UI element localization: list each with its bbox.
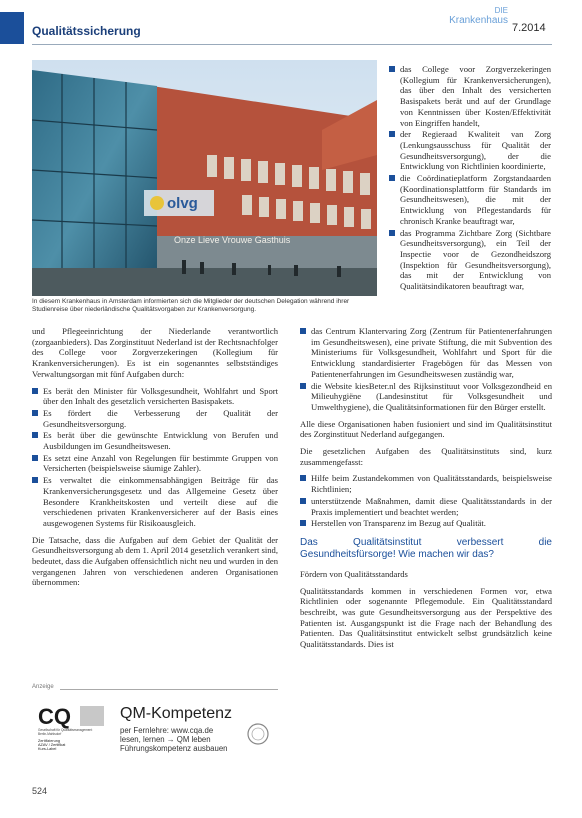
list-item: Es verwaltet die einkommensabhängigen Beiträge für das Krankenversicherungsgesetz und das Allgemeine Gesetz über Besondere Krankheitskosten und verteilt diese auf die verschiedenen privaten Krankenversicherer auf der Basis eines ausgewogenen Systems für Risikoausgleich. bbox=[32, 475, 278, 529]
bullet-square-icon bbox=[389, 175, 395, 181]
list-item: Es berät über die gewünschte Entwicklung von Berufen und Ausbildungen im Gesundheitswesen. bbox=[32, 430, 278, 451]
advertisement[interactable] bbox=[32, 700, 278, 756]
organisation-list-top bbox=[389, 64, 551, 292]
bullet-square-icon bbox=[389, 230, 395, 236]
sign-logo: olvg bbox=[167, 195, 198, 212]
list-item: das Centrum Klantervaring Zorg (Zentrum für Patientenerfahrungen im Gesundheitswesen), eine private Stiftung, die mit Subvention des Ministeriums für Volksgesundheit, Wohlfahrt und Sport für die Entwicklung standardisierter Fragebögen für das Messen von Patientenerfahrungen im Gesundheitswesen zuständig war, bbox=[300, 326, 552, 380]
hospital-photo-illustration bbox=[32, 60, 377, 296]
page-header bbox=[0, 0, 582, 44]
hospital-photo bbox=[32, 60, 377, 296]
bullet-square-icon bbox=[300, 383, 306, 389]
cert-line-2: AZAV / Zertifikat bbox=[38, 743, 66, 747]
subsection-lead: Fördern von Qualitätsstandards bbox=[300, 568, 408, 579]
brand-line-2: Krankenhaus bbox=[449, 15, 508, 26]
logo-text: CQ bbox=[38, 704, 71, 729]
ad-line-3: Führungskompetenz ausbauen bbox=[120, 744, 228, 753]
bullet-square-icon bbox=[32, 455, 38, 461]
section-title: Qualitätssicherung bbox=[32, 24, 141, 38]
bullet-square-icon bbox=[300, 475, 306, 481]
ad-title: QM-Kompetenz bbox=[120, 705, 233, 722]
tasks-intro-paragraph: Die gesetzlichen Aufgaben des Qualitätsinstituts sind, kurz zusammengefasst: bbox=[300, 446, 552, 467]
legal-tasks-list bbox=[300, 473, 552, 529]
issue-number: 7.2014 bbox=[512, 22, 546, 34]
bullet-square-icon bbox=[32, 477, 38, 483]
brand-line-1: DIE bbox=[494, 6, 508, 15]
list-item: Hilfe beim Zustandekommen von Qualitätsstandards, beispielsweise Richtlinien; bbox=[300, 473, 552, 494]
sign-text: Onze Lieve Vrouwe Gasthuis bbox=[174, 235, 291, 245]
bullet-square-icon bbox=[300, 520, 306, 526]
logo-subtitle-1: Gesellschaft für Qualitätsmanagement bbox=[38, 728, 93, 732]
list-item: Es setzt eine Anzahl von Regelungen für bestimmte Gruppen von Versicherten (beispielsweise säumige Zahler). bbox=[32, 453, 278, 474]
bullet-square-icon bbox=[32, 410, 38, 416]
list-item: Es fördert die Verbesserung der Qualität der Gesundheitsversorgung. bbox=[32, 408, 278, 429]
list-item: das College voor Zorgverzekeringen (Kollegium für Krankenversicherungen), das über den Inhalt des versicherten Basispakets berät und auf der Grundlage von Kenntnissen über Kosten/Effektivität von Eingriffen handelt, bbox=[389, 64, 551, 128]
intro-paragraph: und Pflegeeinrichtung der Niederlande verantwortlich (zorgaanbieders). Das Zorginstituut Nederland ist der Rechtsnachfolger des College voor Zorgverzekeringen (Kollegium für Krankenversicherungen). Es ist ein sogenanntes selbstständiges Verwaltungsorgan mit fünf Aufgaben durch: bbox=[32, 326, 278, 379]
list-item: Es berät den Minister für Volksgesundheit, Wohlfahrt und Sport über den Inhalt des gesetzlich versicherten Basispakets. bbox=[32, 386, 278, 407]
right-top-column bbox=[389, 64, 551, 298]
bullet-square-icon bbox=[389, 131, 395, 137]
cqa-logo-graphic bbox=[36, 704, 106, 752]
bullet-square-icon bbox=[300, 328, 306, 334]
cert-line-1: Zertifizierung bbox=[38, 739, 60, 743]
list-item: unterstützende Maßnahmen, damit diese Qualitätsstandards in der Praxis implementiert und beachtet werden; bbox=[300, 496, 552, 517]
organisation-list-bottom bbox=[300, 326, 552, 413]
ad-label: Anzeige bbox=[32, 684, 278, 694]
list-item: die Website kiesBeter.nl des Rijksinstituut voor Volksgezondheid en Milieuhygiëne (Landesinstitut für Volksgesundheit und Umwelthygiene), die Qualitätsinformationen für den Bürger erstellt. bbox=[300, 381, 552, 413]
tasks-list bbox=[32, 386, 278, 529]
section-subheading: Das Qualitätsinstitut verbessert die Gesundheitsfürsorge! Wie machen wir das? bbox=[300, 536, 552, 560]
right-column bbox=[300, 326, 552, 656]
closing-paragraph: Die Tatsache, dass die Aufgaben auf dem Gebiet der Qualität der Gesundheitsversorgung ab dem 1. April 2014 gesetzlich verankert sind, bedeutet, dass die Aufgaben offensichtlich nicht neu und wurden in den vergangenen Jahren von verschiedenen anderen Organisationen übernommen: bbox=[32, 534, 278, 588]
cqa-logo bbox=[36, 704, 106, 752]
bullet-square-icon bbox=[32, 388, 38, 394]
magazine-brand bbox=[438, 6, 508, 26]
header-rule bbox=[32, 44, 552, 45]
list-item: der Regieraad Kwaliteit van Zorg (Lenkungsausschuss für Qualität der Gesundheitsversorgung), der die Entwicklung von Richtlinien koordinierte, bbox=[389, 129, 551, 172]
bullet-square-icon bbox=[300, 498, 306, 504]
ad-line-2: lesen, lernen → QM leben bbox=[120, 735, 211, 744]
logo-subtitle-2: Berlin-Mahlsdorf bbox=[38, 732, 62, 736]
ad-line-1[interactable]: per Fernlehre: www.cqa.de bbox=[120, 726, 214, 735]
cert-line-3: Kurs-Label bbox=[38, 747, 57, 751]
photo-caption: In diesem Krankenhaus in Amsterdam informierten sich die Mitglieder der deutschen Delegation während ihrer Studienreise über niederländische Qualitätsvorgaben zur Krankenversorgung. bbox=[32, 298, 350, 313]
list-item: Herstellen von Transparenz im Bezug auf Qualität. bbox=[300, 518, 552, 529]
list-item: das Programma Zichtbare Zorg (Sichtbare Gesundheitsversorgung), ein Teil der Inspectie voor de Gezondheidszorg (Inspektion für Gesundheitsversorgung), das mit der Entwicklung von Qualitätsindikatoren beauftragt war, bbox=[389, 228, 551, 292]
seal-icon bbox=[246, 722, 270, 746]
page-number: 524 bbox=[32, 786, 48, 796]
section-marker bbox=[0, 12, 24, 44]
bullet-square-icon bbox=[32, 432, 38, 438]
standards-paragraph: Qualitätsstandards kommen in verschiedenen Formen vor, etwa Richtlinien oder sogenannte Pflegemodule. Ein Qualitätsstandard beschreibt, was gute Gesundheitsversorgung aus der Perspektive des Patienten ist. Ausgangspunkt ist die Frage nach der Behandlung des Patienten. Das Qualitätsinstitut entwickelt selbst grundsätzlich keine Qualitätsstandards. Dies ist bbox=[300, 585, 552, 650]
ad-divider bbox=[60, 689, 278, 690]
merger-paragraph: Alle diese Organisationen haben fusioniert und sind im Qualitätsinstitut des Zorginstituut Nederland aufgegangen. bbox=[300, 418, 552, 440]
bullet-square-icon bbox=[389, 66, 395, 72]
left-column bbox=[32, 326, 278, 594]
list-item: die Coördinatieplatform Zorgstandaarden (Koordinationsplattform für Standards im Gesundheitswesen), die mit der Entwicklung von Pflegestandards für chronisch Kranke beauftragt war, bbox=[389, 173, 551, 227]
